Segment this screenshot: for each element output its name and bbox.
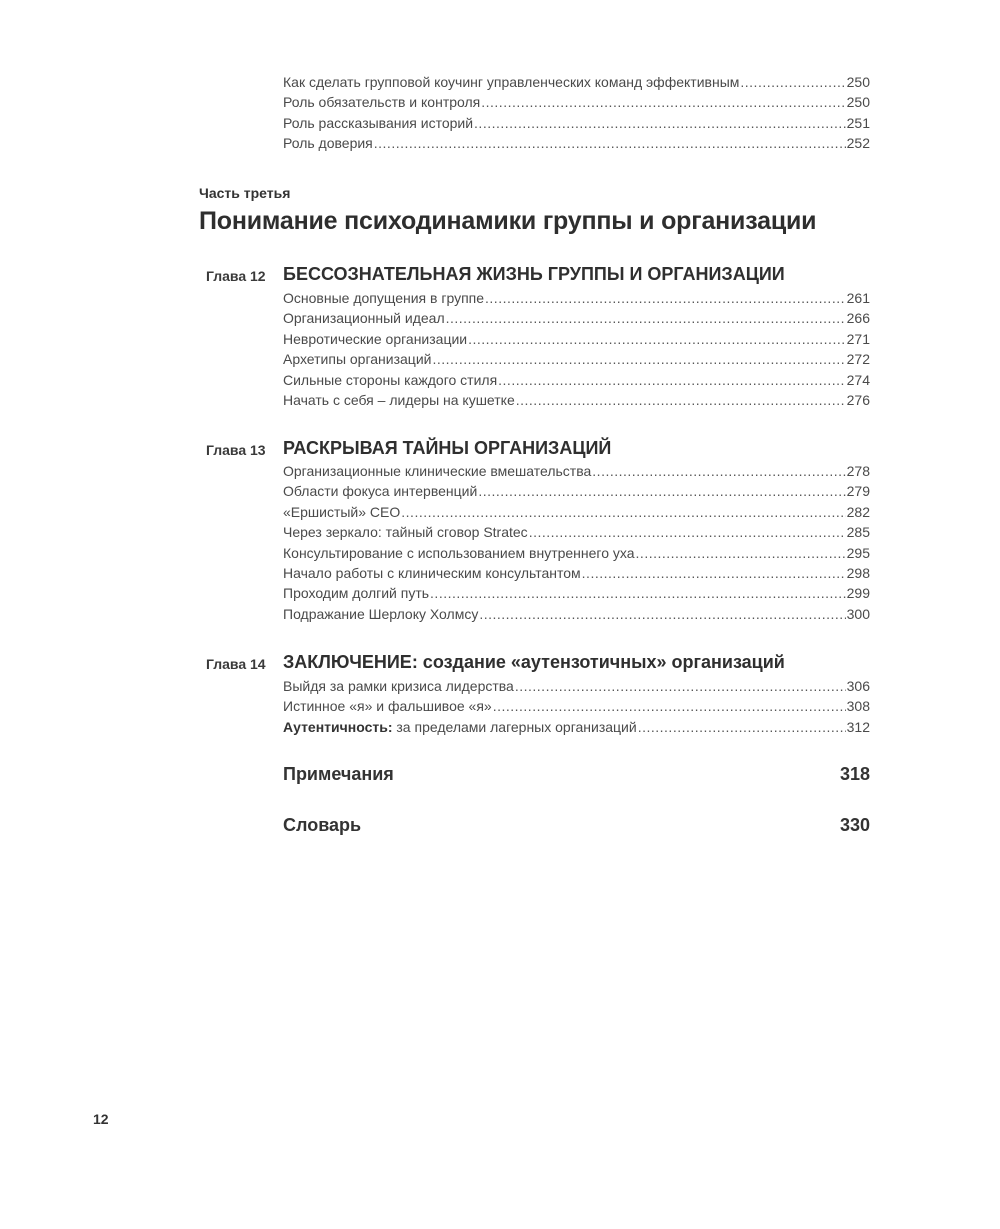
toc-entry-page: 250 <box>846 94 870 111</box>
toc-entry-page: 295 <box>846 544 870 561</box>
dot-leader <box>401 502 845 522</box>
dot-leader <box>478 481 845 501</box>
dot-leader <box>481 92 845 112</box>
toc-entry-page: 298 <box>846 564 870 581</box>
part-label: Часть третья <box>199 185 291 201</box>
glossary-page: 330 <box>839 815 870 835</box>
chapter-12-entries <box>283 288 870 410</box>
toc-entry-title: Организационные клинические вмешательства <box>283 463 592 479</box>
dot-leader <box>582 563 846 583</box>
toc-entry-title: Выйдя за рамки кризиса лидерства <box>283 678 514 694</box>
toc-entry-title: Сильные стороны каждого стиля <box>283 371 498 388</box>
toc-entry-title: «Ершистый» CEO <box>283 503 401 520</box>
toc-entry-title: Роль рассказывания историй <box>283 114 474 131</box>
dot-leader <box>740 72 845 92</box>
toc-entry-title: Истинное «я» и фальшивое «я» <box>283 698 492 715</box>
toc-entry-title: Организационный идеал <box>283 310 445 327</box>
toc-entry <box>283 676 870 696</box>
dot-leader <box>529 522 846 542</box>
toc-entry <box>283 329 870 349</box>
toc-entry-page: 261 <box>846 290 870 306</box>
dot-leader <box>430 583 846 603</box>
toc-entry-page: 250 <box>846 74 870 90</box>
toc-entry <box>283 481 870 501</box>
toc-entry-title: Подражание Шерлоку Холмсу <box>283 605 479 622</box>
toc-entry-page: 252 <box>846 135 870 152</box>
chapter-title: РАСКРЫВАЯ ТАЙНЫ ОРГАНИЗАЦИЙ <box>283 438 612 458</box>
toc-entry-page: 306 <box>846 678 870 694</box>
toc-entry <box>283 390 870 410</box>
toc-entry-page: 271 <box>846 330 870 347</box>
toc-entry-title: Области фокуса интервенций <box>283 483 478 500</box>
toc-entry-title-bold: Аутентичность: <box>283 718 393 735</box>
toc-entry <box>283 502 870 522</box>
toc-entry-page: 312 <box>846 718 870 735</box>
dot-leader <box>479 604 845 624</box>
toc-entry-page: 282 <box>846 503 870 520</box>
dot-leader <box>498 370 845 390</box>
dot-leader <box>493 696 846 716</box>
toc-entry-title: Консультирование с использованием внутреннего уха <box>283 544 635 561</box>
toc-entry-page: 272 <box>846 351 870 368</box>
toc-entry <box>283 349 870 369</box>
toc-entry-title: Роль доверия <box>283 135 373 152</box>
chapter-title: БЕССОЗНАТЕЛЬНАЯ ЖИЗНЬ ГРУППЫ И ОРГАНИЗАЦИИ <box>283 264 785 284</box>
dot-leader <box>515 676 846 696</box>
toc-entry-page: 285 <box>846 524 870 541</box>
toc-entry-title: Невротические организации <box>283 330 468 347</box>
toc-entry-page: 266 <box>846 310 870 327</box>
toc-entry <box>283 604 870 624</box>
toc-entry-title: Основные допущения в группе <box>283 290 485 306</box>
toc-entry <box>283 308 870 328</box>
toc-entry-title: Через зеркало: тайный сговор Stratec <box>283 524 528 541</box>
toc-entry <box>283 461 870 481</box>
toc-entry-title-rest: за пределами лагерных организаций <box>396 718 637 735</box>
toc-entry <box>283 370 870 390</box>
dot-leader <box>485 288 846 308</box>
dot-leader <box>432 349 845 369</box>
part-title: Понимание психодинамики группы и организации <box>199 207 817 235</box>
toc-entry-page: 274 <box>846 371 870 388</box>
toc-entry-title: Начать с себя – лидеры на кушетке <box>283 391 515 408</box>
toc-entry <box>283 113 870 133</box>
chapter-14-entries <box>283 676 870 737</box>
toc-entry-title: Роль обязательств и контроля <box>283 94 481 111</box>
toc-entry-title: Проходим долгий путь <box>283 585 430 602</box>
toc-entry-page: 299 <box>846 585 870 602</box>
toc-entry-page: 308 <box>846 698 870 715</box>
toc-entry <box>283 563 870 583</box>
chapter-number: Глава 13 <box>206 442 266 458</box>
chapter-number: Глава 14 <box>206 656 266 672</box>
dot-leader <box>374 133 846 153</box>
toc-entry <box>283 133 870 153</box>
notes-title: Примечания <box>283 764 394 784</box>
toc-entry-page: 300 <box>846 605 870 622</box>
toc-entry-title: Начало работы с клиническим консультантом <box>283 564 581 581</box>
toc-entry-title: Архетипы организаций <box>283 351 432 368</box>
dot-leader <box>446 308 846 328</box>
page-number: 12 <box>93 1111 109 1127</box>
toc-entry-page: 279 <box>846 483 870 500</box>
toc-entry-page: 251 <box>846 114 870 131</box>
toc-entry-title: Как сделать групповой коучинг управленческих команд эффективным <box>283 74 740 90</box>
dot-leader <box>592 461 845 481</box>
toc-entry-title <box>283 717 637 737</box>
notes-page: 318 <box>839 764 870 784</box>
toc-entry <box>283 72 870 92</box>
toc-continuation-list <box>283 72 870 154</box>
glossary-entry <box>283 815 870 836</box>
toc-entry <box>283 522 870 542</box>
glossary-title: Словарь <box>283 815 362 835</box>
chapter-13-entries <box>283 461 870 624</box>
toc-entry <box>283 717 870 737</box>
toc-entry <box>283 583 870 603</box>
toc-entry-page: 276 <box>846 391 870 408</box>
toc-entry <box>283 288 870 308</box>
dot-leader <box>636 543 846 563</box>
dot-leader <box>516 390 846 410</box>
chapter-title: ЗАКЛЮЧЕНИЕ: создание «аутензотичных» организаций <box>283 652 785 672</box>
dot-leader <box>468 329 846 349</box>
toc-entry <box>283 92 870 112</box>
chapter-number: Глава 12 <box>206 268 266 284</box>
notes-entry <box>283 764 870 785</box>
dot-leader <box>474 113 846 133</box>
toc-entry <box>283 543 870 563</box>
dot-leader <box>638 717 846 737</box>
toc-entry <box>283 696 870 716</box>
toc-entry-page: 278 <box>846 463 870 479</box>
